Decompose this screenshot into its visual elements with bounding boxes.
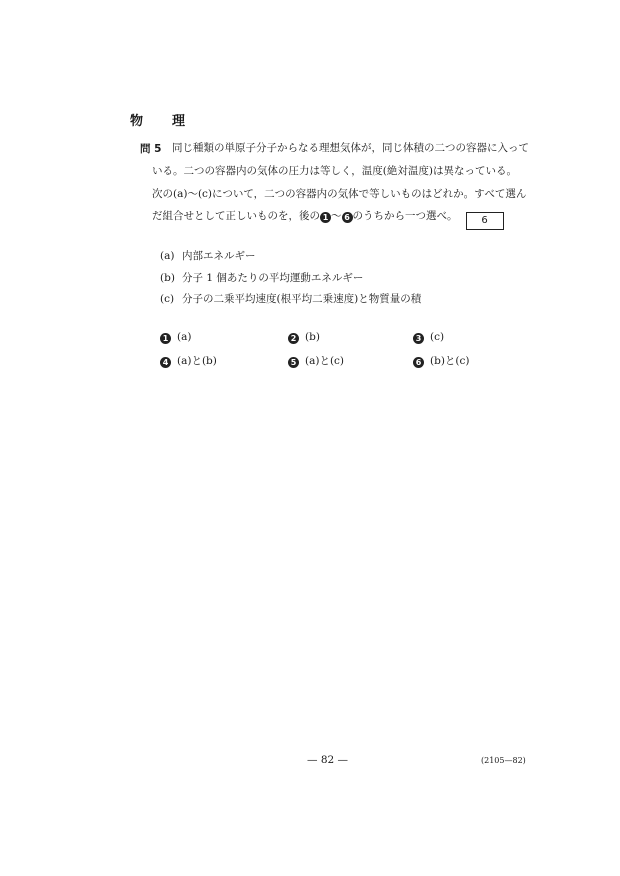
question-text-line-4-start: だ組合せとして正しいものを，後の: [152, 210, 320, 222]
statement-text: 分子の二乗平均速度(根平均二乗速度)と物質量の積: [182, 293, 422, 305]
answer-choice-6[interactable]: [413, 353, 470, 368]
page-number: — 82 —: [307, 754, 349, 766]
circled-number-6-icon: 6: [342, 212, 353, 223]
statement-text: 分子 1 個あたりの平均運動エネルギー: [182, 272, 364, 284]
circled-number-icon: 1: [160, 333, 171, 344]
answer-choice-5[interactable]: [288, 353, 344, 368]
statement-tag: (c): [160, 293, 175, 305]
statement-item: [160, 291, 421, 306]
choice-text: (b): [305, 331, 320, 343]
question-text-line-2: いる。二つの容器内の気体の圧力は等しく，温度(絶対温度)は異なっている。: [152, 165, 517, 177]
choice-text: (c): [430, 331, 445, 343]
statement-text: 内部エネルギー: [182, 250, 256, 262]
statement-tag: (a): [160, 250, 175, 262]
question-text-line-3: 次の(a)～(c)について，二つの容器内の気体で等しいものはどれか。すべて選ん: [152, 188, 527, 200]
choice-text: (a)と(b): [177, 355, 217, 367]
circled-number-icon: 6: [413, 357, 424, 368]
answer-box[interactable]: 6: [466, 212, 504, 230]
answer-choice-3[interactable]: [413, 331, 444, 344]
answer-choice-1[interactable]: [160, 331, 191, 344]
document-code: (2105—82): [481, 756, 526, 765]
circled-number-icon: 2: [288, 333, 299, 344]
statement-item: [160, 270, 363, 285]
circled-number-icon: 3: [413, 333, 424, 344]
circled-number-icon: 4: [160, 357, 171, 368]
choice-text: (a)と(c): [305, 355, 345, 367]
range-tilde: ～: [331, 210, 342, 222]
question-text-line-4-end: のうちから一つ選べ。: [352, 210, 458, 222]
statement-item: [160, 248, 256, 263]
choice-text: (b)と(c): [430, 355, 470, 367]
answer-choice-2[interactable]: [288, 331, 320, 344]
question-text-line-1: 同じ種類の単原子分子からなる理想気体が，同じ体積の二つの容器に入って: [172, 142, 529, 154]
question-text-line-4: [152, 209, 504, 230]
circled-number-icon: 5: [288, 357, 299, 368]
choice-text: (a): [177, 331, 192, 343]
subject-heading: 物 理: [130, 114, 194, 129]
circled-number-1-icon: 1: [320, 212, 331, 223]
answer-choice-4[interactable]: [160, 353, 217, 368]
statement-tag: (b): [160, 272, 175, 284]
question-number: 問 5: [140, 143, 162, 155]
